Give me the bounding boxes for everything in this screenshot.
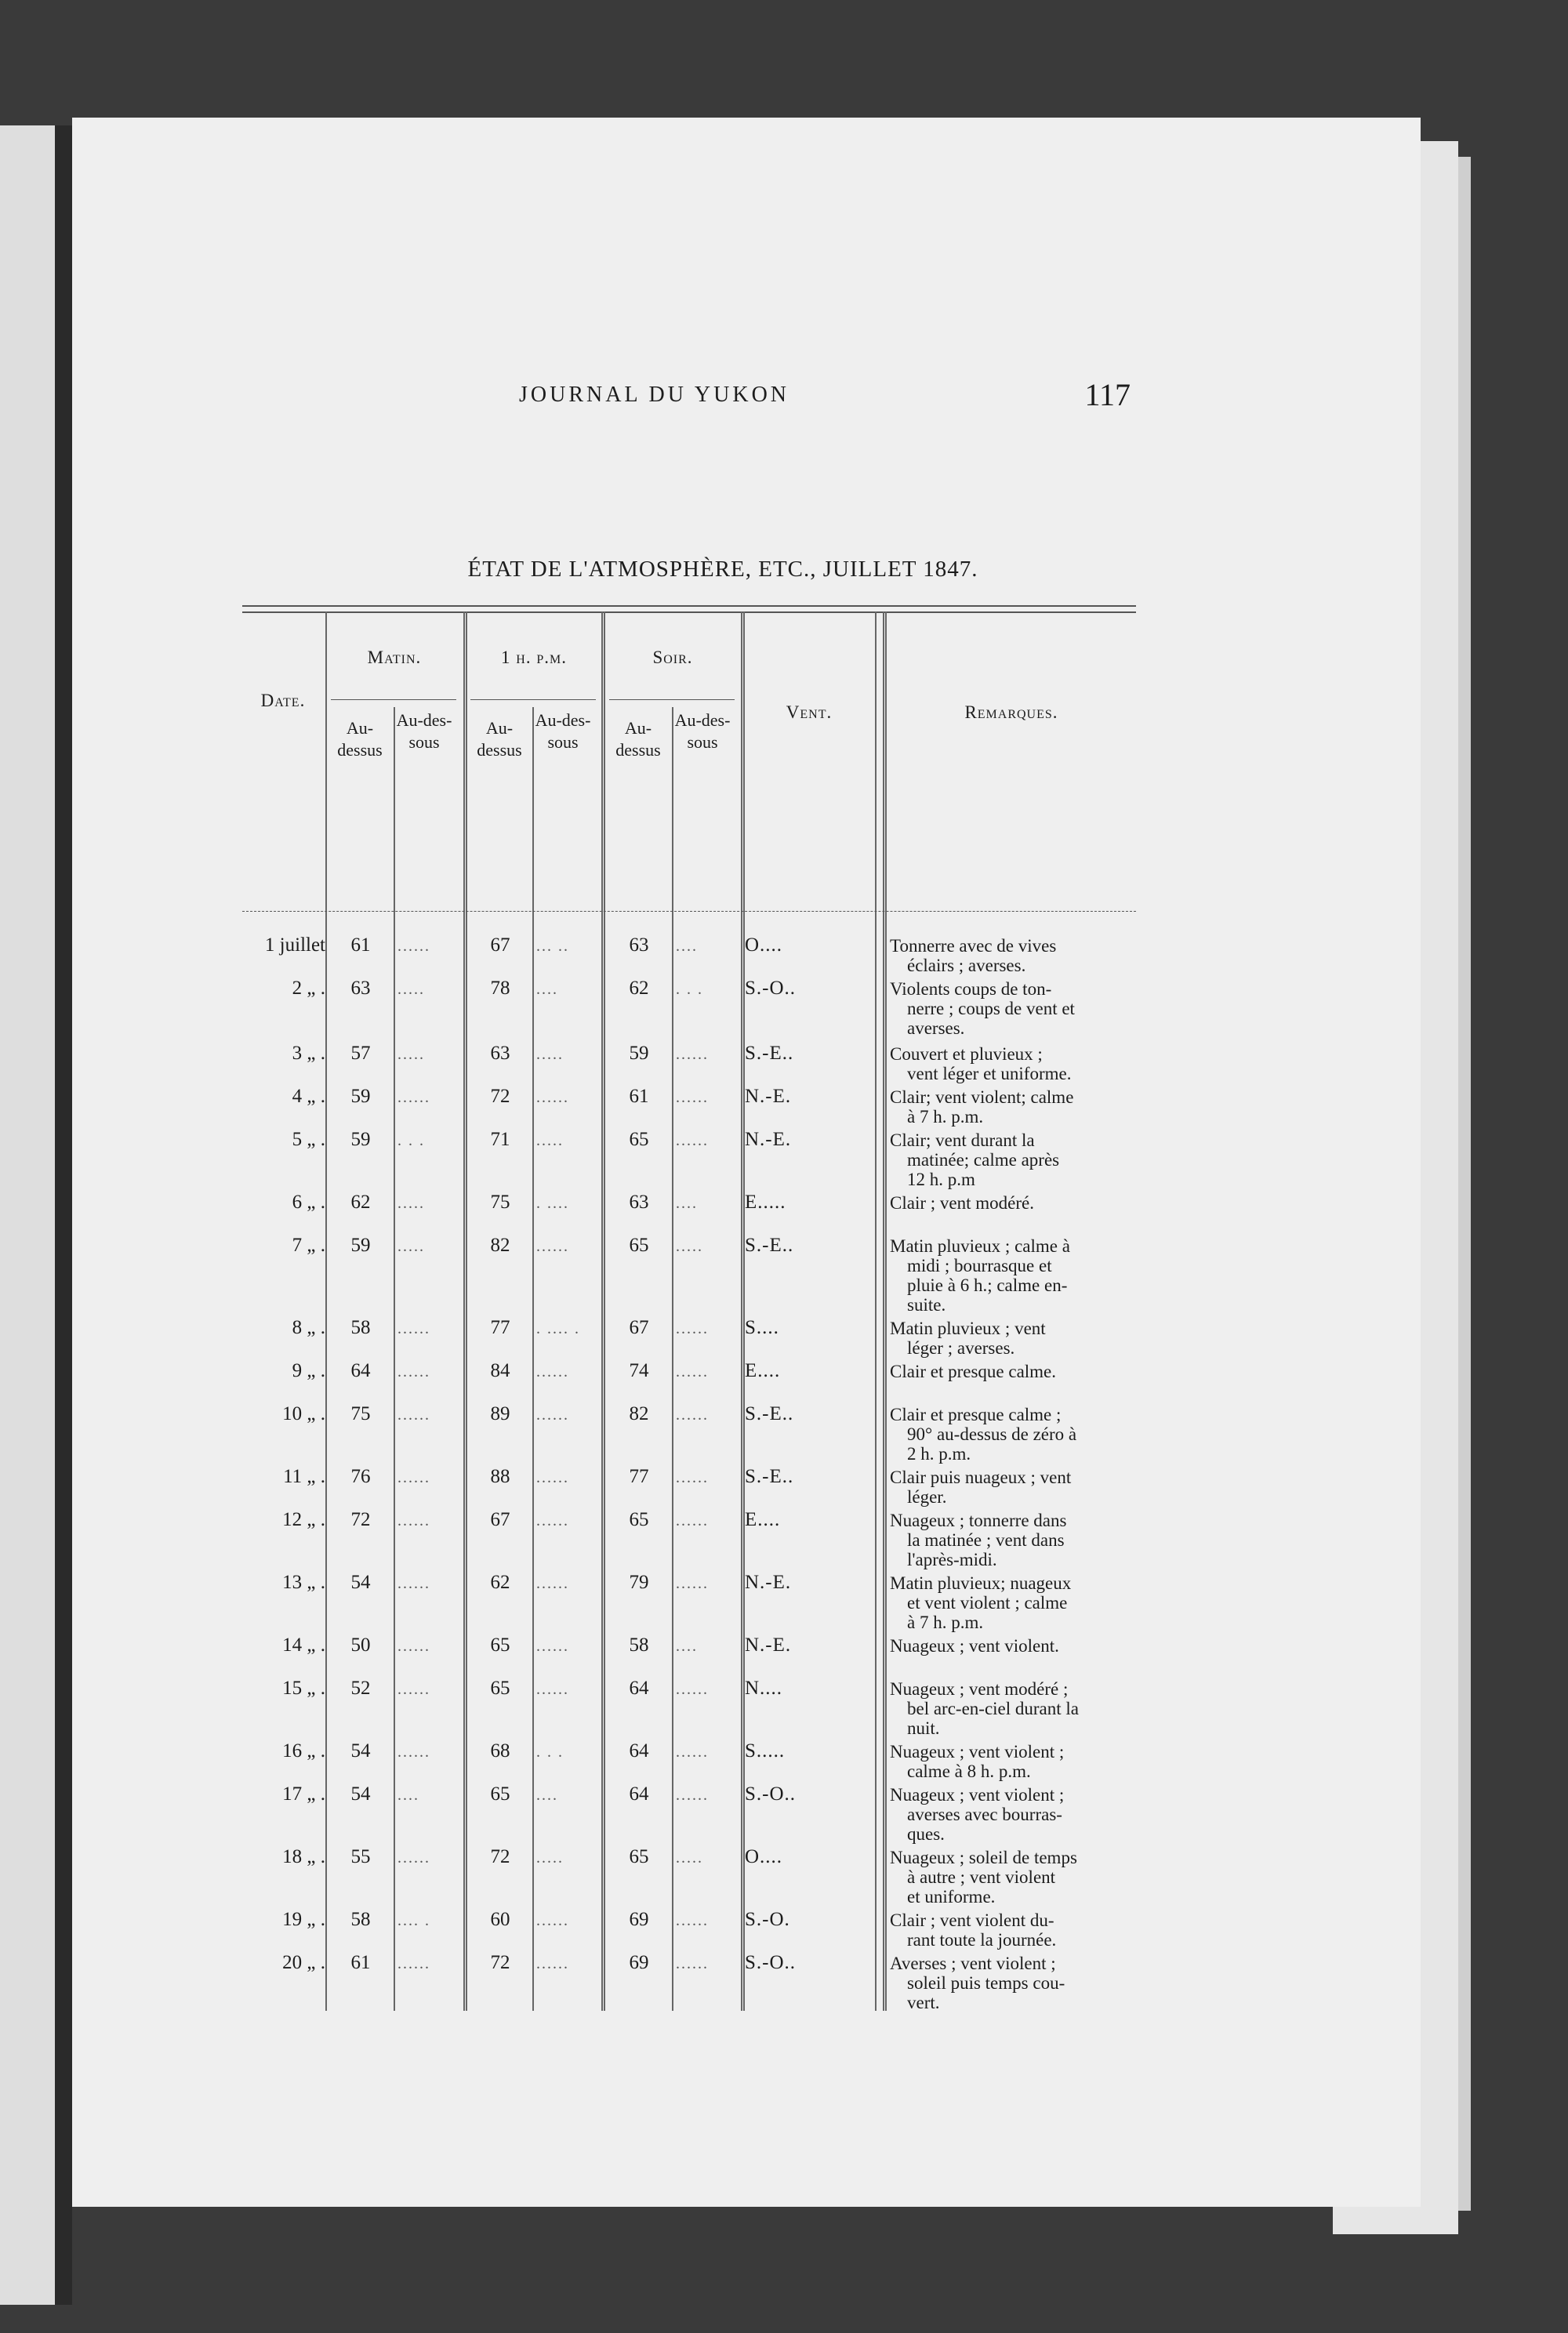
matin-above-cell: 57 — [350, 1043, 371, 1064]
matin-below-cell: ..... — [397, 1238, 425, 1255]
remarks-line: Nuageux ; vent violent. — [890, 1636, 1059, 1656]
matin-above-cell: 58 — [350, 1317, 371, 1338]
pm-above-cell: 89 — [490, 1403, 510, 1424]
date-cell: 3 „ . — [292, 1043, 325, 1064]
wind-cell: E.... — [745, 1509, 781, 1530]
matin-below-cell: .... — [397, 1787, 419, 1804]
date-cell: 19 „ . — [282, 1909, 325, 1930]
soir-above-cell: 69 — [629, 1909, 649, 1930]
wind-cell: N.... — [745, 1678, 783, 1699]
remarks-cell — [890, 1785, 1137, 1844]
remarks-cell — [890, 1362, 1137, 1381]
remarks-line: Clair ; vent violent du- — [890, 1910, 1054, 1930]
soir-below-cell: ...... — [676, 1743, 709, 1761]
remarks-line: Nuageux ; vent violent ; — [890, 1785, 1065, 1805]
soir-above-header: Au-dessus — [615, 718, 661, 760]
soir-below-cell: ...... — [676, 1955, 709, 1972]
matin-above-cell: 54 — [350, 1740, 371, 1762]
remarks-line: Violents coups de ton- — [890, 979, 1052, 999]
wind-cell: S.... — [745, 1317, 779, 1338]
remarks-cell — [890, 1848, 1137, 1907]
date-cell: 6 „ . — [292, 1192, 325, 1213]
vent-header: Vent. — [786, 702, 833, 722]
remarks-line: Nuageux ; tonnerre dans — [890, 1511, 1067, 1530]
date-cell: 4 „ . — [292, 1086, 325, 1107]
remarks-line: rant toute la journée. — [907, 1930, 1057, 1950]
pm-above-cell: 88 — [490, 1466, 510, 1487]
soir-above-cell: 65 — [629, 1846, 649, 1867]
remarks-line: Matin pluvieux ; vent — [890, 1319, 1046, 1338]
matin-below-cell: ...... — [397, 1363, 430, 1381]
remarks-cell — [890, 1087, 1137, 1127]
matin-below-cell: ...... — [397, 1575, 430, 1592]
running-title: JOURNAL DU YUKON — [519, 383, 790, 407]
matin-below-header: Au-des-sous — [396, 710, 452, 752]
soir-above-cell: 64 — [629, 1678, 649, 1699]
remarks-line: l'après-midi. — [907, 1550, 997, 1569]
soir-below-cell: ..... — [676, 1849, 703, 1867]
wind-cell: S.-O.. — [745, 1783, 797, 1805]
soir-below-cell: ...... — [676, 1132, 709, 1149]
wind-cell: S.-O.. — [745, 1952, 797, 1973]
soir-above-cell: 61 — [629, 1086, 649, 1107]
remarks-cell — [890, 1910, 1137, 1950]
remarks-line: nerre ; coups de vent et — [907, 999, 1075, 1018]
soir-above-cell: 64 — [629, 1740, 649, 1762]
matin-below-cell: ...... — [397, 1849, 430, 1867]
matin-above-cell: 72 — [350, 1509, 371, 1530]
pm-below-cell: .... — [536, 1787, 558, 1804]
remarks-line: Clair ; vent modéré. — [890, 1193, 1034, 1213]
wind-cell: S..... — [745, 1740, 786, 1762]
pm-below-cell: ...... — [536, 1681, 569, 1698]
remarques-header: Remarques. — [964, 702, 1058, 722]
matin-header: Matin. — [367, 648, 422, 667]
pm-above-cell: 65 — [490, 1635, 510, 1656]
pm-above-cell: 72 — [490, 1846, 510, 1867]
pm-above-cell: 78 — [490, 978, 510, 999]
matin-below-cell: ..... — [397, 981, 425, 998]
wind-cell: N.-E. — [745, 1086, 792, 1107]
matin-below-cell: ...... — [397, 1512, 430, 1529]
matin-above-cell: 54 — [350, 1572, 371, 1593]
soir-above-cell: 62 — [629, 978, 649, 999]
remarks-line: léger. — [907, 1487, 947, 1507]
wind-cell: S.-E.. — [745, 1403, 794, 1424]
date-cell: 10 „ . — [282, 1403, 325, 1424]
matin-above-cell: 75 — [350, 1403, 371, 1424]
page-stack-shadow — [1458, 157, 1471, 2211]
matin-below-cell: . . . — [397, 1132, 425, 1149]
remarks-line: ques. — [907, 1824, 945, 1844]
soir-above-cell: 59 — [629, 1043, 649, 1064]
remarks-line: Clair et presque calme ; — [890, 1405, 1062, 1424]
matin-above-cell: 62 — [350, 1192, 371, 1213]
soir-below-cell: ...... — [676, 1787, 709, 1804]
remarks-line: soleil puis temps cou- — [907, 1973, 1065, 1993]
column-divider — [672, 707, 673, 2011]
remarks-line: la matinée ; vent dans — [907, 1530, 1065, 1550]
remarks-cell — [890, 936, 1137, 975]
date-cell: 8 „ . — [292, 1317, 325, 1338]
remarks-line: léger ; averses. — [907, 1338, 1015, 1358]
pm-below-cell: ...... — [536, 1406, 569, 1424]
date-cell: 11 „ . — [283, 1466, 325, 1487]
pm-above-cell: 72 — [490, 1086, 510, 1107]
date-cell: 17 „ . — [282, 1783, 325, 1805]
date-cell: 5 „ . — [292, 1129, 325, 1150]
remarks-line: suite. — [907, 1295, 946, 1315]
soir-above-cell: 74 — [629, 1360, 649, 1381]
date-cell: 15 „ . — [282, 1678, 325, 1699]
pm-above-header: Au-dessus — [477, 718, 522, 760]
remarks-line: 2 h. p.m. — [907, 1444, 971, 1464]
matin-above-cell: 59 — [350, 1235, 371, 1256]
remarks-line: Nuageux ; soleil de temps — [890, 1848, 1077, 1867]
remarks-line: Couvert et pluvieux ; — [890, 1044, 1043, 1064]
wind-cell: O.... — [745, 934, 783, 956]
matin-below-cell: ...... — [397, 1089, 430, 1106]
remarks-line: bel arc-en-ciel durant la — [907, 1699, 1080, 1718]
soir-below-cell: ...... — [676, 1320, 709, 1337]
date-cell: 20 „ . — [282, 1952, 325, 1973]
column-divider — [532, 707, 534, 2011]
remarks-cell — [890, 1468, 1137, 1507]
remarks-line: 90° au-dessus de zéro à — [907, 1424, 1077, 1444]
remarks-line: à 7 h. p.m. — [907, 1613, 984, 1632]
remarks-line: Matin pluvieux; nuageux — [890, 1573, 1072, 1593]
pm-above-cell: 60 — [490, 1909, 510, 1930]
remarks-line: averses avec bourras- — [907, 1805, 1062, 1824]
pm-below-cell: ..... — [536, 1132, 564, 1149]
remarks-line: Clair puis nuageux ; vent — [890, 1468, 1072, 1487]
date-cell: 2 „ . — [292, 978, 325, 999]
header-bottom-rule — [242, 911, 1136, 912]
pm-below-cell: ...... — [536, 1575, 569, 1592]
matin-above-cell: 61 — [350, 1952, 371, 1973]
matin-above-cell: 61 — [350, 934, 371, 956]
date-cell: 13 „ . — [282, 1572, 325, 1593]
matin-above-cell: 76 — [350, 1466, 371, 1487]
pm-above-cell: 71 — [490, 1129, 510, 1150]
remarks-line: vent léger et uniforme. — [907, 1064, 1072, 1083]
column-divider — [875, 611, 877, 2011]
remarks-cell — [890, 979, 1137, 1038]
remarks-line: à autre ; vent violent — [907, 1867, 1056, 1887]
wind-cell: S.-E.. — [745, 1235, 794, 1256]
soir-above-cell: 64 — [629, 1783, 649, 1805]
remarks-line: Clair et presque calme. — [890, 1362, 1057, 1381]
pm-above-cell: 63 — [490, 1043, 510, 1064]
pm-above-cell: 84 — [490, 1360, 510, 1381]
remarks-line: pluie à 6 h.; calme en- — [907, 1275, 1068, 1295]
pm-below-cell: ... .. — [536, 938, 569, 955]
soir-above-cell: 63 — [629, 1192, 649, 1213]
soir-below-cell: ...... — [676, 1575, 709, 1592]
remarks-cell — [890, 1954, 1137, 2012]
pm-below-cell: . . . — [536, 1743, 564, 1761]
wind-cell: S.-E.. — [745, 1466, 794, 1487]
wind-cell: N.-E. — [745, 1129, 792, 1150]
running-head — [519, 376, 1131, 423]
remarks-line: 12 h. p.m — [907, 1170, 975, 1189]
remarks-cell — [890, 1636, 1137, 1656]
remarks-line: nuit. — [907, 1718, 940, 1738]
remarks-line: calme à 8 h. p.m. — [907, 1762, 1031, 1781]
pm-below-cell: ...... — [536, 1469, 569, 1486]
remarks-line: Nuageux ; vent violent ; — [890, 1742, 1065, 1762]
matin-below-cell: ...... — [397, 1406, 430, 1424]
soir-above-cell: 67 — [629, 1317, 649, 1338]
pm-below-header: Au-des-sous — [535, 710, 591, 752]
page-number: 117 — [1084, 377, 1131, 412]
soir-above-cell: 63 — [629, 934, 649, 956]
remarks-line: Tonnerre avec de vives — [890, 936, 1057, 956]
column-divider — [885, 611, 887, 2011]
table-top-rule — [242, 605, 1136, 607]
remarks-line: à 7 h. p.m. — [907, 1107, 984, 1127]
pm-below-cell: ..... — [536, 1849, 564, 1867]
soir-below-cell: .... — [676, 938, 698, 955]
remarks-line: Matin pluvieux ; calme à — [890, 1236, 1070, 1256]
soir-above-cell: 65 — [629, 1129, 649, 1150]
matin-below-cell: ...... — [397, 1469, 430, 1486]
soir-header-rule — [609, 699, 735, 700]
soir-above-cell: 65 — [629, 1235, 649, 1256]
soir-below-cell: ..... — [676, 1238, 703, 1255]
book-page — [72, 118, 1421, 2207]
remarks-line: Clair; vent violent; calme — [890, 1087, 1074, 1107]
soir-header: Soir. — [652, 648, 693, 667]
soir-above-cell: 79 — [629, 1572, 649, 1593]
matin-below-cell: ...... — [397, 938, 430, 955]
remarks-cell — [890, 1405, 1137, 1464]
matin-above-cell: 58 — [350, 1909, 371, 1930]
soir-below-cell: ...... — [676, 1089, 709, 1106]
soir-below-cell: .... — [676, 1638, 698, 1655]
remarks-cell — [890, 1573, 1137, 1632]
remarks-cell — [890, 1742, 1137, 1781]
soir-below-cell: ...... — [676, 1912, 709, 1929]
pm-below-cell: ...... — [536, 1955, 569, 1972]
matin-below-cell: ...... — [397, 1638, 430, 1655]
remarks-line: éclairs ; averses. — [907, 956, 1026, 975]
pm-above-cell: 77 — [490, 1317, 510, 1338]
date-cell: 7 „ . — [292, 1235, 325, 1256]
remarks-cell — [890, 1679, 1137, 1738]
wind-cell: S.-O.. — [745, 978, 797, 999]
matin-header-rule — [331, 699, 456, 700]
remarks-cell — [890, 1319, 1137, 1358]
pm-below-cell: ...... — [536, 1912, 569, 1929]
wind-cell: S.-E.. — [745, 1043, 794, 1064]
matin-above-cell: 59 — [350, 1129, 371, 1150]
matin-above-cell: 55 — [350, 1846, 371, 1867]
soir-below-cell: ...... — [676, 1469, 709, 1486]
wind-cell: N.-E. — [745, 1635, 792, 1656]
wind-cell: O.... — [745, 1846, 783, 1867]
date-cell: 16 „ . — [282, 1740, 325, 1762]
matin-above-cell: 50 — [350, 1635, 371, 1656]
pm-below-cell: ...... — [536, 1089, 569, 1106]
pm-header-rule — [470, 699, 596, 700]
pm-below-cell: ...... — [536, 1363, 569, 1381]
pm-above-cell: 65 — [490, 1678, 510, 1699]
wind-cell: N.-E. — [745, 1572, 792, 1593]
book-gutter — [55, 125, 72, 2305]
pm-above-cell: 68 — [490, 1740, 510, 1762]
table-title: ÉTAT DE L'ATMOSPHÈRE, ETC., JUILLET 1847. — [467, 557, 978, 582]
remarks-cell — [890, 1511, 1137, 1569]
remarks-line: vert. — [907, 1993, 940, 2012]
pm-below-cell: ...... — [536, 1638, 569, 1655]
soir-below-cell: . . . — [676, 981, 703, 998]
soir-above-cell: 65 — [629, 1509, 649, 1530]
pm-above-cell: 67 — [490, 1509, 510, 1530]
wind-cell: E..... — [745, 1192, 786, 1213]
table-top-rule-2 — [242, 611, 1136, 613]
soir-below-cell: ...... — [676, 1681, 709, 1698]
date-cell: 18 „ . — [282, 1846, 325, 1867]
matin-below-cell: ...... — [397, 1681, 430, 1698]
column-divider — [394, 707, 395, 2011]
pm-below-cell: . .... — [536, 1195, 569, 1212]
remarks-line: matinée; calme après — [907, 1150, 1060, 1170]
soir-below-cell: ...... — [676, 1363, 709, 1381]
pm-above-cell: 75 — [490, 1192, 510, 1213]
remarks-line: Clair; vent durant la — [890, 1130, 1035, 1150]
pm-above-cell: 62 — [490, 1572, 510, 1593]
wind-cell: S.-O. — [745, 1909, 790, 1930]
matin-below-cell: ...... — [397, 1320, 430, 1337]
remarks-line: Nuageux ; vent modéré ; — [890, 1679, 1069, 1699]
matin-above-cell: 52 — [350, 1678, 371, 1699]
remarks-line: midi ; bourrasque et — [907, 1256, 1052, 1275]
remarks-line: averses. — [907, 1018, 965, 1038]
soir-below-cell: ...... — [676, 1046, 709, 1063]
soir-above-cell: 77 — [629, 1466, 649, 1487]
remarks-line: et vent violent ; calme — [907, 1593, 1068, 1613]
date-header: Date. — [260, 691, 306, 710]
pm-header: 1 h. p.m. — [501, 648, 567, 667]
date-cell: 9 „ . — [292, 1360, 325, 1381]
remarks-line: Averses ; vent violent ; — [890, 1954, 1056, 1973]
remarks-cell — [890, 1044, 1137, 1083]
pm-above-cell: 72 — [490, 1952, 510, 1973]
matin-above-cell: 59 — [350, 1086, 371, 1107]
pm-below-cell: ...... — [536, 1512, 569, 1529]
soir-below-header: Au-des-sous — [674, 710, 731, 752]
soir-below-cell: ...... — [676, 1406, 709, 1424]
remarks-cell — [890, 1193, 1137, 1213]
pm-below-cell: ..... — [536, 1046, 564, 1063]
pm-above-cell: 67 — [490, 934, 510, 956]
soir-below-cell: .... — [676, 1195, 698, 1212]
soir-above-cell: 82 — [629, 1403, 649, 1424]
column-divider — [741, 611, 742, 2011]
soir-above-cell: 69 — [629, 1952, 649, 1973]
remarks-line: et uniforme. — [907, 1887, 996, 1907]
matin-below-cell: ..... — [397, 1195, 425, 1212]
remarks-cell — [890, 1130, 1137, 1189]
facing-page-edge — [0, 125, 55, 2305]
soir-below-cell: ...... — [676, 1512, 709, 1529]
remarks-cell — [890, 1236, 1137, 1315]
wind-cell: E.... — [745, 1360, 781, 1381]
pm-below-cell: .... — [536, 981, 558, 998]
column-divider — [883, 611, 884, 2011]
pm-below-cell: ...... — [536, 1238, 569, 1255]
pm-above-cell: 82 — [490, 1235, 510, 1256]
soir-above-cell: 58 — [629, 1635, 649, 1656]
pm-above-cell: 65 — [490, 1783, 510, 1805]
date-cell: 12 „ . — [282, 1509, 325, 1530]
date-cell: 1 juillet — [264, 934, 325, 956]
matin-above-cell: 64 — [350, 1360, 371, 1381]
matin-above-header: Au-dessus — [337, 718, 383, 760]
date-cell: 14 „ . — [282, 1635, 325, 1656]
matin-below-cell: .... . — [397, 1912, 430, 1929]
matin-below-cell: ...... — [397, 1955, 430, 1972]
matin-above-cell: 54 — [350, 1783, 371, 1805]
matin-above-cell: 63 — [350, 978, 371, 999]
matin-below-cell: ..... — [397, 1046, 425, 1063]
pm-below-cell: . .... . — [536, 1320, 580, 1337]
matin-below-cell: ...... — [397, 1743, 430, 1761]
